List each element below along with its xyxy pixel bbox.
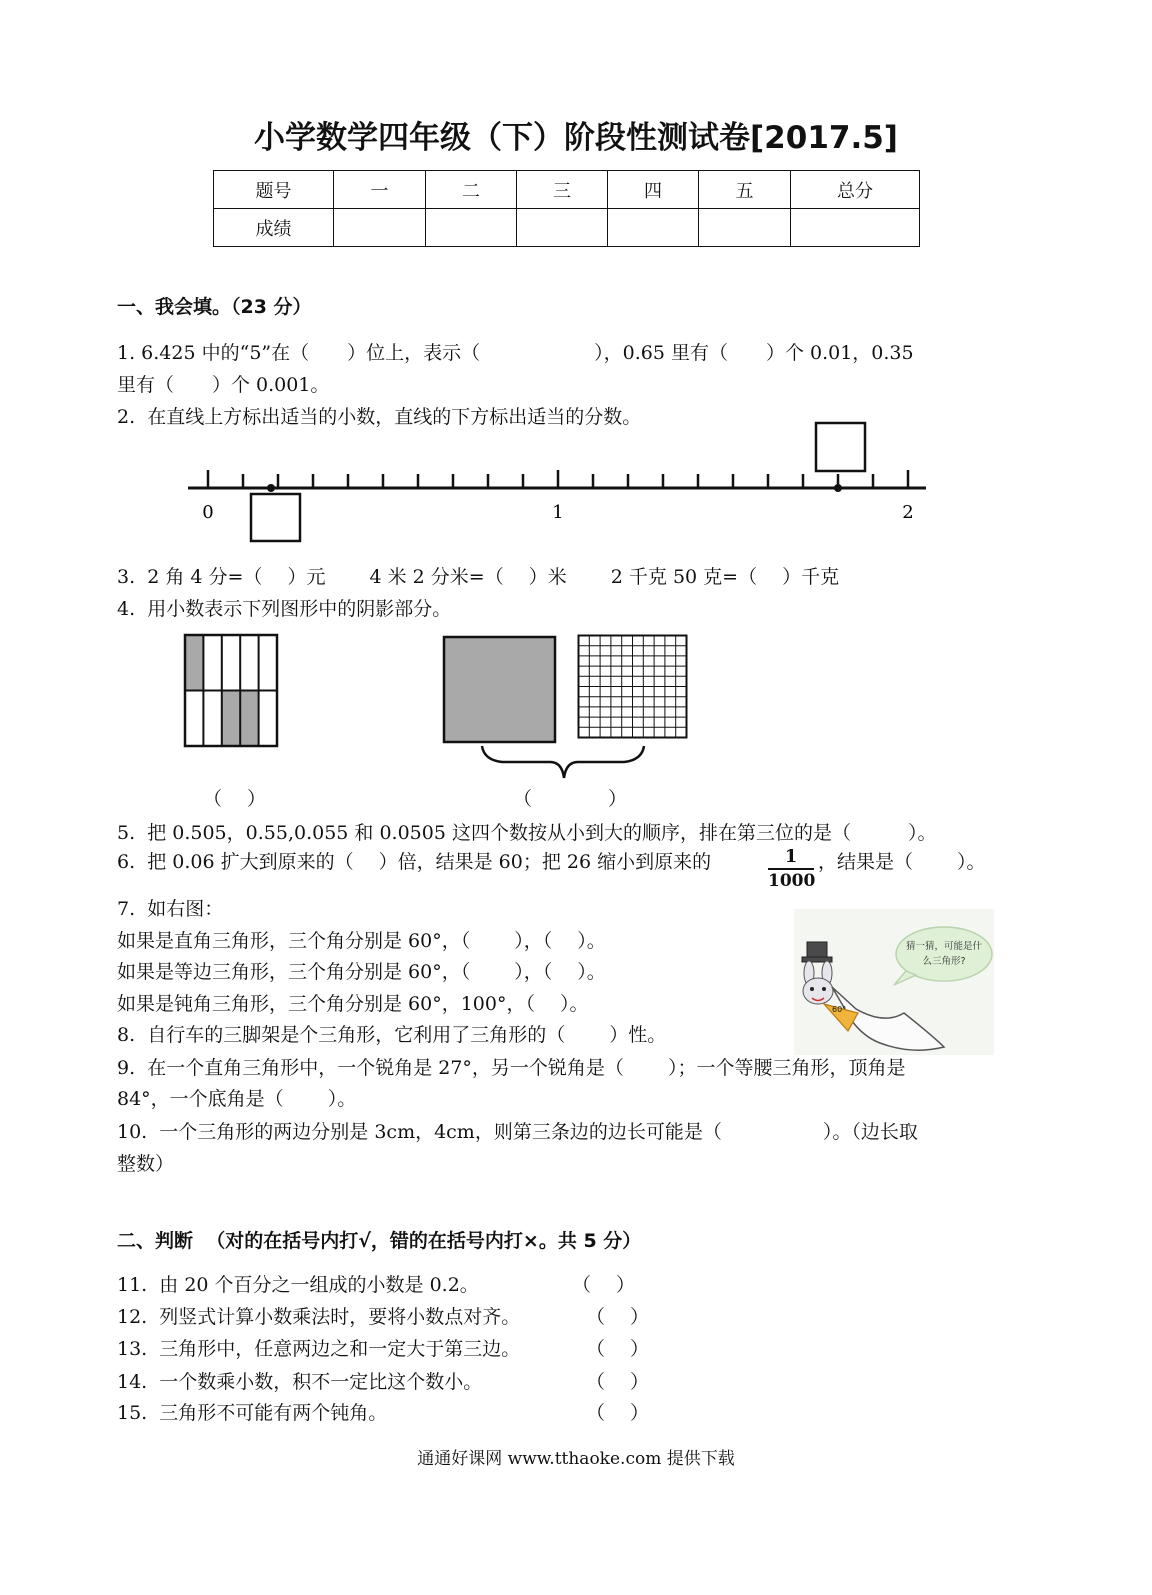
score-blank-cell[interactable] [791,209,920,247]
speech-bubble-line-2: 么三角形? [922,956,966,967]
score-header-cell: 二 [426,171,517,209]
question-7-right-triangle: 如果是直角三角形，三个角分别是 60°，（ ），（ ）。 [117,930,606,952]
fraction-numerator: 1 [768,846,814,870]
score-header-cell: 一 [334,171,426,209]
judgment-item-11: 11. 由 20 个百分之一组成的小数是 0.2。 [117,1274,479,1296]
judgment-item-15: 15. 三角形不可能有两个钝角。 [117,1402,388,1424]
question-7-obtuse-triangle: 如果是钝角三角形，三个角分别是 60°，100°，（ ）。 [117,993,589,1015]
question-5: 5. 把 0.505，0.55,0.055 和 0.0505 这四个数按从小到大的顺序，排在第三位的是（ ）。 [117,822,937,844]
score-header-cell: 四 [608,171,699,209]
number-line-label-2: 2 [902,502,914,523]
page-title: 小学数学四年级（下）阶段性测试卷[2017.5] [254,120,898,156]
question-6-part-2: ，结果是（ ）。 [818,851,986,873]
question-1-line-1: 1. 6.425 中的“5”在（ ）位上，表示（ ），0.65 里有（ ）个 0.01，0.35 [117,342,914,364]
question-1-line-2: 里有（ ）个 0.001。 [117,374,330,396]
score-blank-cell[interactable] [517,209,608,247]
question-4-blank-1[interactable]: （ ） [203,788,267,810]
tenths-grid-figure [183,633,279,748]
question-7-equilateral-triangle: 如果是等边三角形，三个角分别是 60°，（ ），（ ）。 [117,961,606,983]
answer-box-bottom[interactable] [251,494,300,541]
judgment-blank-11[interactable]: （ ） [572,1274,636,1296]
shaded-cell [185,635,203,691]
score-header-cell: 五 [699,171,791,209]
judgment-item-13: 13. 三角形中，任意两边之和一定大于第三边。 [117,1338,521,1360]
question-9-line-2: 84°，一个底角是（ ）。 [117,1088,357,1110]
whole-square-figure [442,635,558,745]
number-line-label-1: 1 [552,502,564,523]
answer-box-top[interactable] [816,423,865,471]
question-7: 7. 如右图： [117,898,224,920]
section1-heading: 一、我会填。（23 分） [117,296,312,318]
score-table [213,170,920,247]
shaded-cell [240,691,258,747]
number-line-figure [180,418,940,550]
number-line-point-left [267,484,275,492]
question-8: 8. 自行车的三脚架是个三角形，它利用了三角形的（ ）性。 [117,1024,667,1046]
question-10-line-2: 整数） [117,1153,175,1175]
score-header-cell: 题号 [214,171,334,209]
number-line-point-right [834,484,842,492]
number-line-ticks [208,470,908,488]
footer-text: 通通好课网 www.tthaoke.com 提供下载 [417,1449,735,1469]
question-2: 2. 在直线上方标出适当的小数，直线的下方标出适当的分数。 [117,406,642,428]
hundredths-grid-figure [577,634,689,740]
judgment-item-12: 12. 列竖式计算小数乘法时，要将小数点对齐。 [117,1306,521,1328]
curly-brace [478,744,648,784]
question-6-part-1: 6. 把 0.06 扩大到原来的（ ）倍，结果是 60；把 26 缩小到原来的 [117,851,712,873]
question-10-line-1: 10. 一个三角形的两边分别是 3cm，4cm，则第三条边的边长可能是（ ）。（边长取 [117,1121,918,1143]
score-table-score-row [214,209,920,247]
score-blank-cell[interactable] [426,209,517,247]
score-blank-cell[interactable] [699,209,791,247]
fraction-one-thousandth [768,846,814,892]
score-row-label: 成绩 [214,209,334,247]
question-9-line-1: 9. 在一个直角三角形中，一个锐角是 27°，另一个锐角是（ ）；一个等腰三角形，顶角是 [117,1057,906,1079]
rabbit-illustration [794,909,994,1055]
speech-bubble-line-1: 猜一猜，可能是什 [905,941,983,952]
fraction-denominator: 1000 [768,871,816,891]
score-table-header-row [214,171,920,209]
triangle-angle-label: 60° [832,1005,847,1014]
question-4: 4. 用小数表示下列图形中的阴影部分。 [117,598,452,620]
score-header-cell: 三 [517,171,608,209]
judgment-blank-14[interactable]: （ ） [586,1371,650,1393]
number-line-label-0: 0 [202,502,214,523]
judgment-blank-15[interactable]: （ ） [586,1402,650,1424]
judgment-blank-12[interactable]: （ ） [586,1306,650,1328]
question-3: 3. 2 角 4 分=（ ）元 4 米 2 分米=（ ）米 2 千克 50 克=（ ）千克 [117,566,840,588]
score-header-cell: 总分 [791,171,920,209]
shaded-cell [222,691,240,747]
score-blank-cell[interactable] [608,209,699,247]
question-4-blank-2[interactable]: （ ） [513,788,628,810]
score-blank-cell[interactable] [334,209,426,247]
judgment-item-14: 14. 一个数乘小数，积不一定比这个数小。 [117,1371,483,1393]
section2-heading: 二、判断 （对的在括号内打√，错的在括号内打×。共 5 分） [117,1230,642,1252]
judgment-blank-13[interactable]: （ ） [586,1338,650,1360]
